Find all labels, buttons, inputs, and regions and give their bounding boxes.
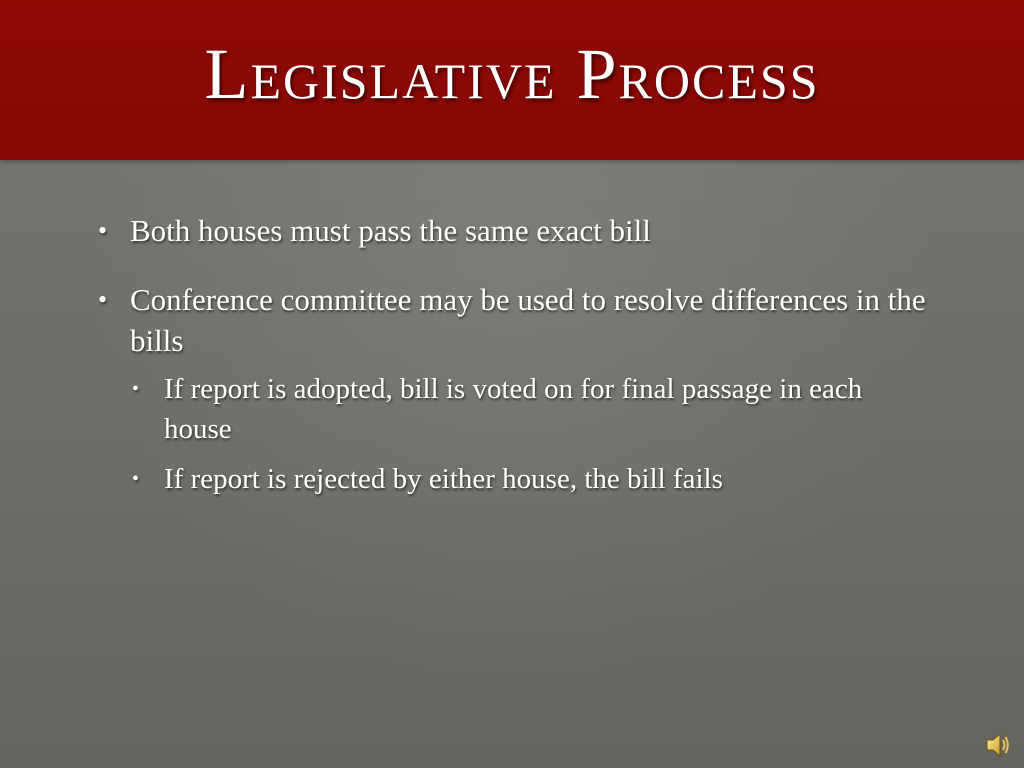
title-bar <box>0 0 1024 160</box>
bullet-text: Conference committee may be used to resolve differences in the bills <box>130 282 926 358</box>
sub-bullet-item <box>130 369 936 449</box>
bullet-mark: • <box>98 285 108 314</box>
speaker-icon-graphic <box>985 730 1011 760</box>
bullet-mark: • <box>98 216 108 245</box>
sub-bullet-mark: • <box>132 378 140 400</box>
bullet-item <box>96 210 936 251</box>
sub-bullet-mark: • <box>132 468 140 490</box>
sub-bullet-text: If report is adopted, bill is voted on for final passage in each house <box>164 373 863 445</box>
speaker-icon[interactable] <box>985 730 1011 760</box>
sub-bullet-text: If report is rejected by either house, the bill fails <box>164 463 723 495</box>
bullet-text: Both houses must pass the same exact bill <box>130 213 651 248</box>
sub-bullet-item <box>130 459 936 499</box>
bullet-item <box>96 279 936 499</box>
slide-title: Legislative Process <box>204 34 820 114</box>
sub-bullet-list <box>130 369 936 499</box>
slide-content <box>96 210 936 499</box>
